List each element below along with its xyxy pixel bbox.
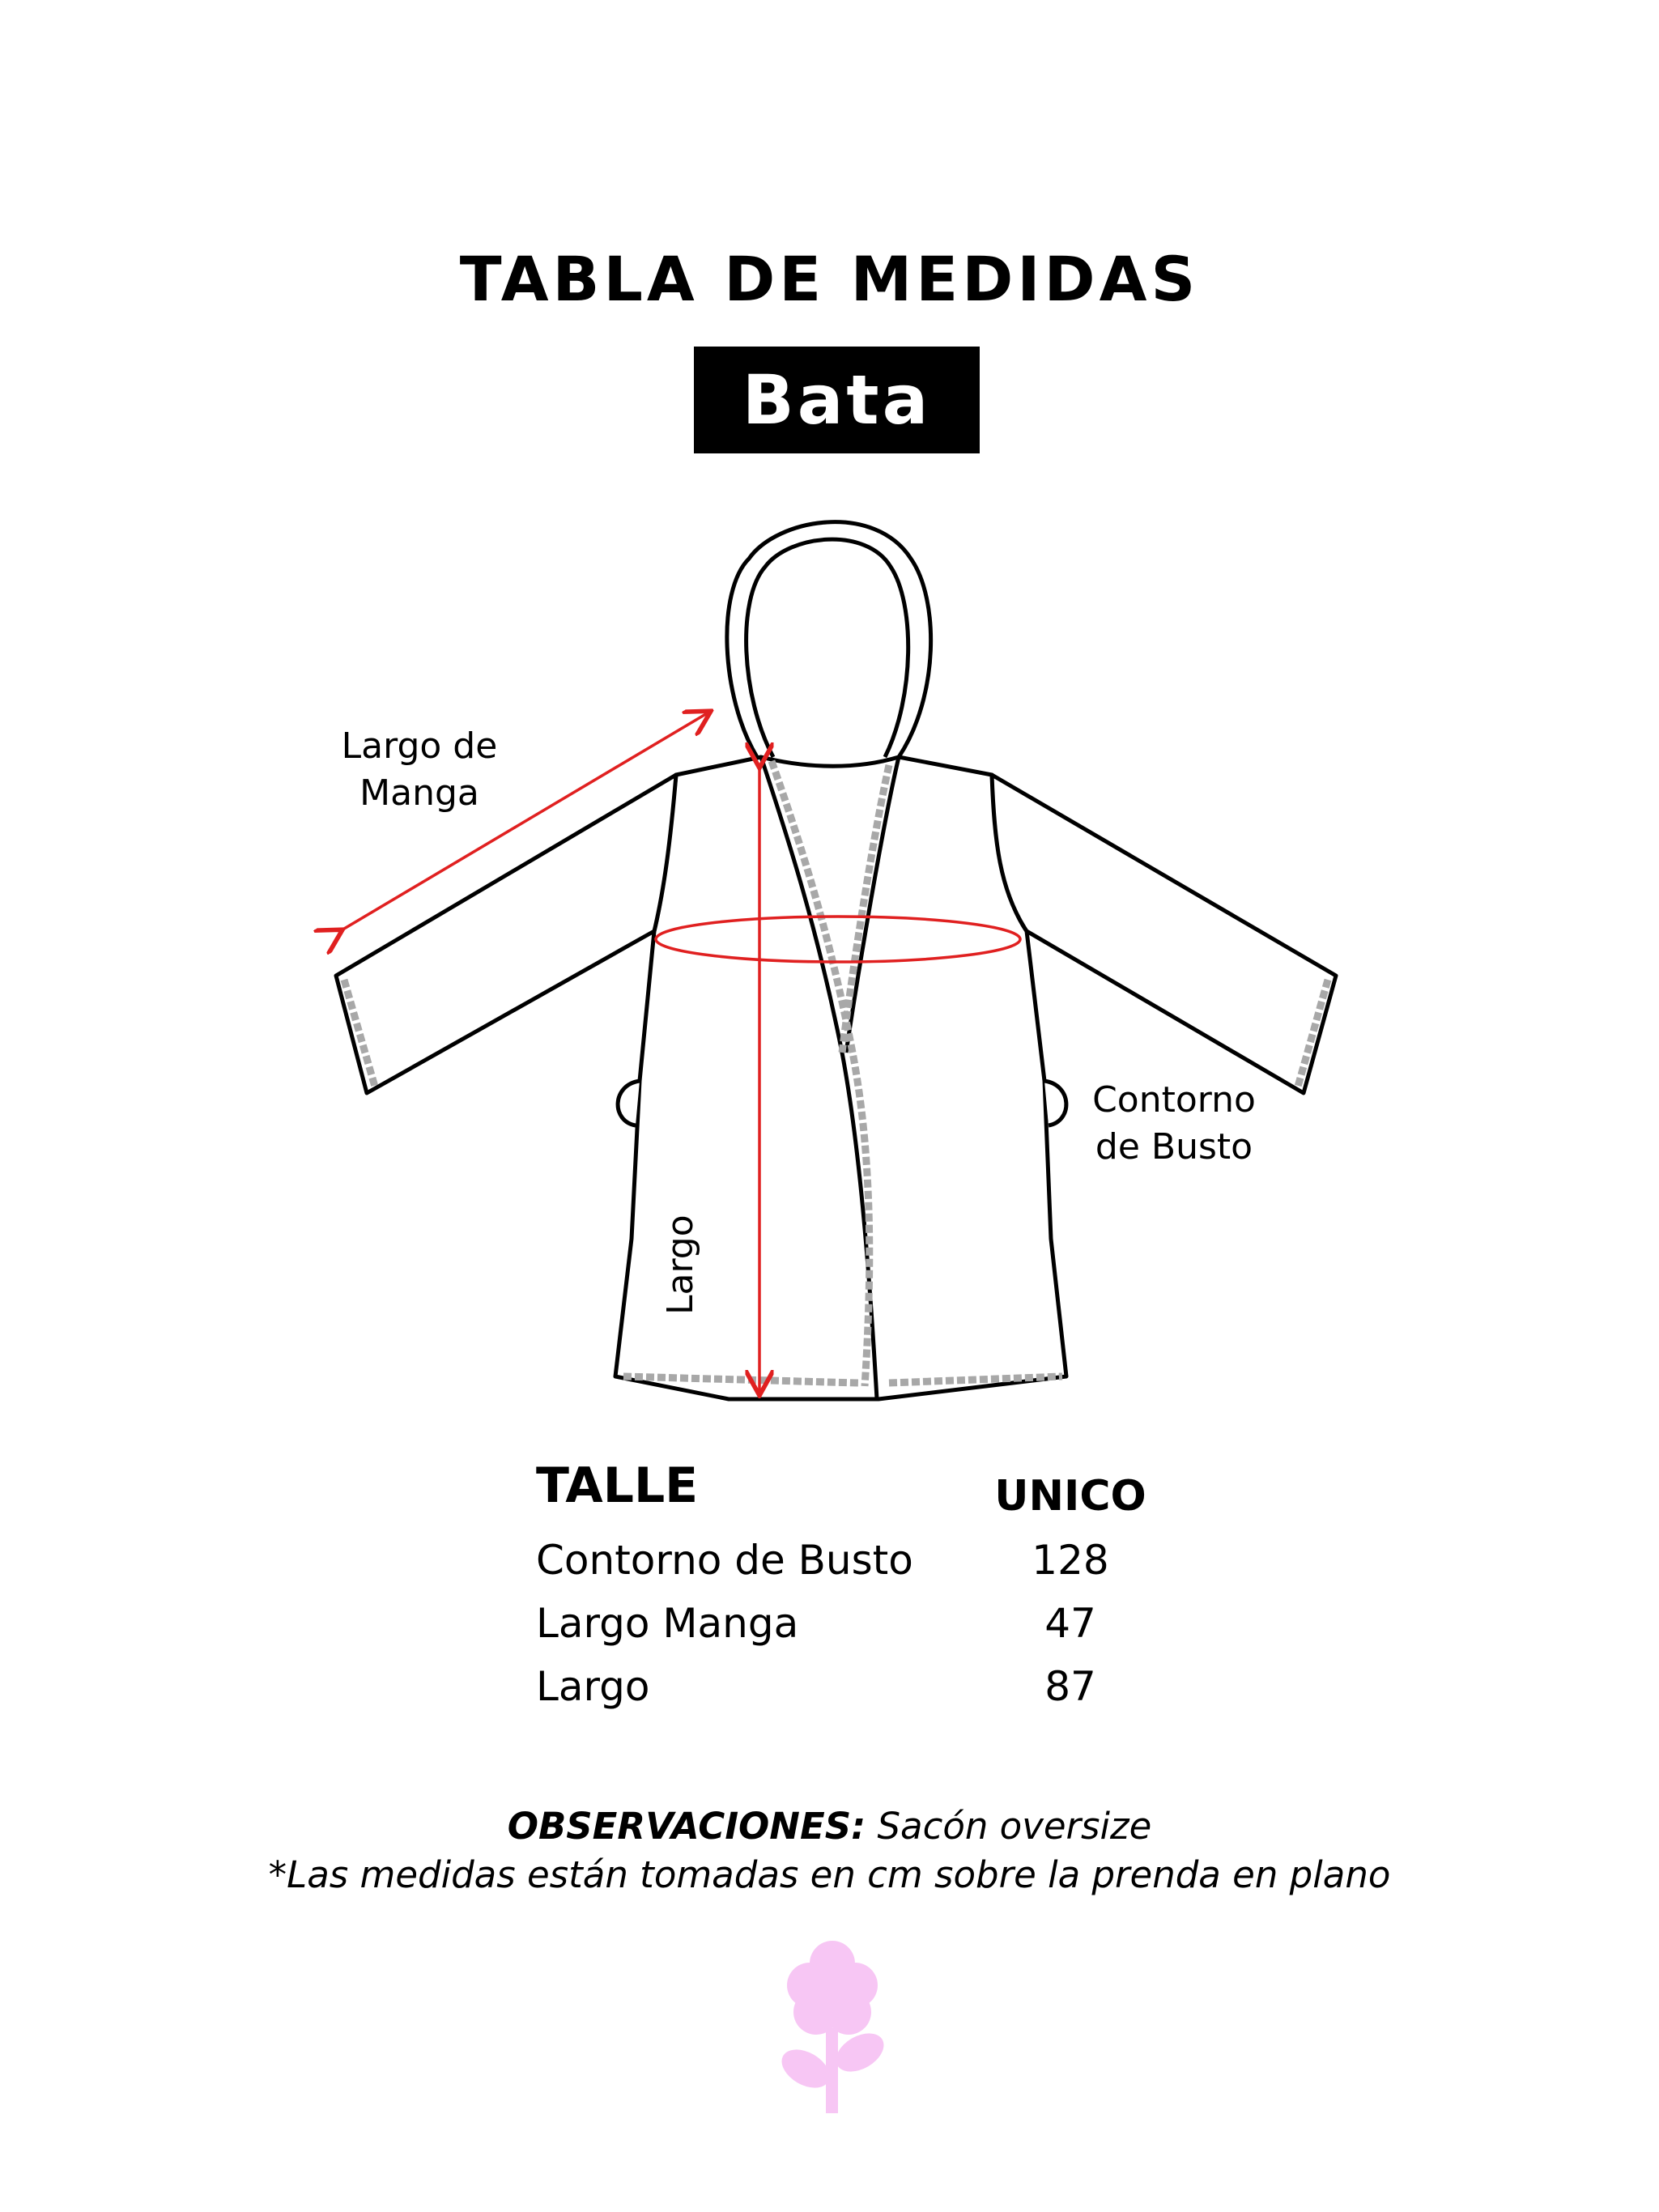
measure-label: Largo — [536, 1663, 650, 1710]
length-label: Largo — [660, 1214, 701, 1315]
measure-label: Contorno de Busto — [536, 1537, 913, 1584]
size-table — [536, 1457, 1168, 1726]
size-header-label: TALLE — [536, 1457, 699, 1514]
flower-icon — [775, 1941, 890, 2113]
measure-label: Largo Manga — [536, 1600, 799, 1647]
observations-label: OBSERVACIONES: — [507, 1805, 866, 1848]
product-name-badge: Bata — [694, 347, 980, 453]
size-name: UNICO — [994, 1472, 1146, 1521]
measure-value: 87 — [1044, 1663, 1096, 1710]
observations-text: Sacón oversize — [877, 1805, 1152, 1848]
left-sleeve — [336, 775, 676, 1093]
measure-value: 47 — [1044, 1600, 1096, 1647]
table-row — [536, 1537, 1168, 1600]
table-row — [536, 1600, 1168, 1663]
right-sleeve — [992, 775, 1336, 1093]
hood — [727, 522, 931, 757]
measure-value: 128 — [1032, 1537, 1109, 1584]
sleeve-length-label: Largo de Manga — [341, 725, 498, 814]
observations-line — [0, 1802, 1659, 1851]
page-title: TABLA DE MEDIDAS — [459, 243, 1200, 315]
measurement-disclaimer: *Las medidas están tomadas en cm sobre la prenda en plano — [268, 1853, 1391, 1896]
notes — [0, 1802, 1659, 1899]
size-table-header — [536, 1457, 1168, 1537]
bust-label: Contorno de Busto — [1092, 1079, 1256, 1168]
table-row — [536, 1663, 1168, 1726]
